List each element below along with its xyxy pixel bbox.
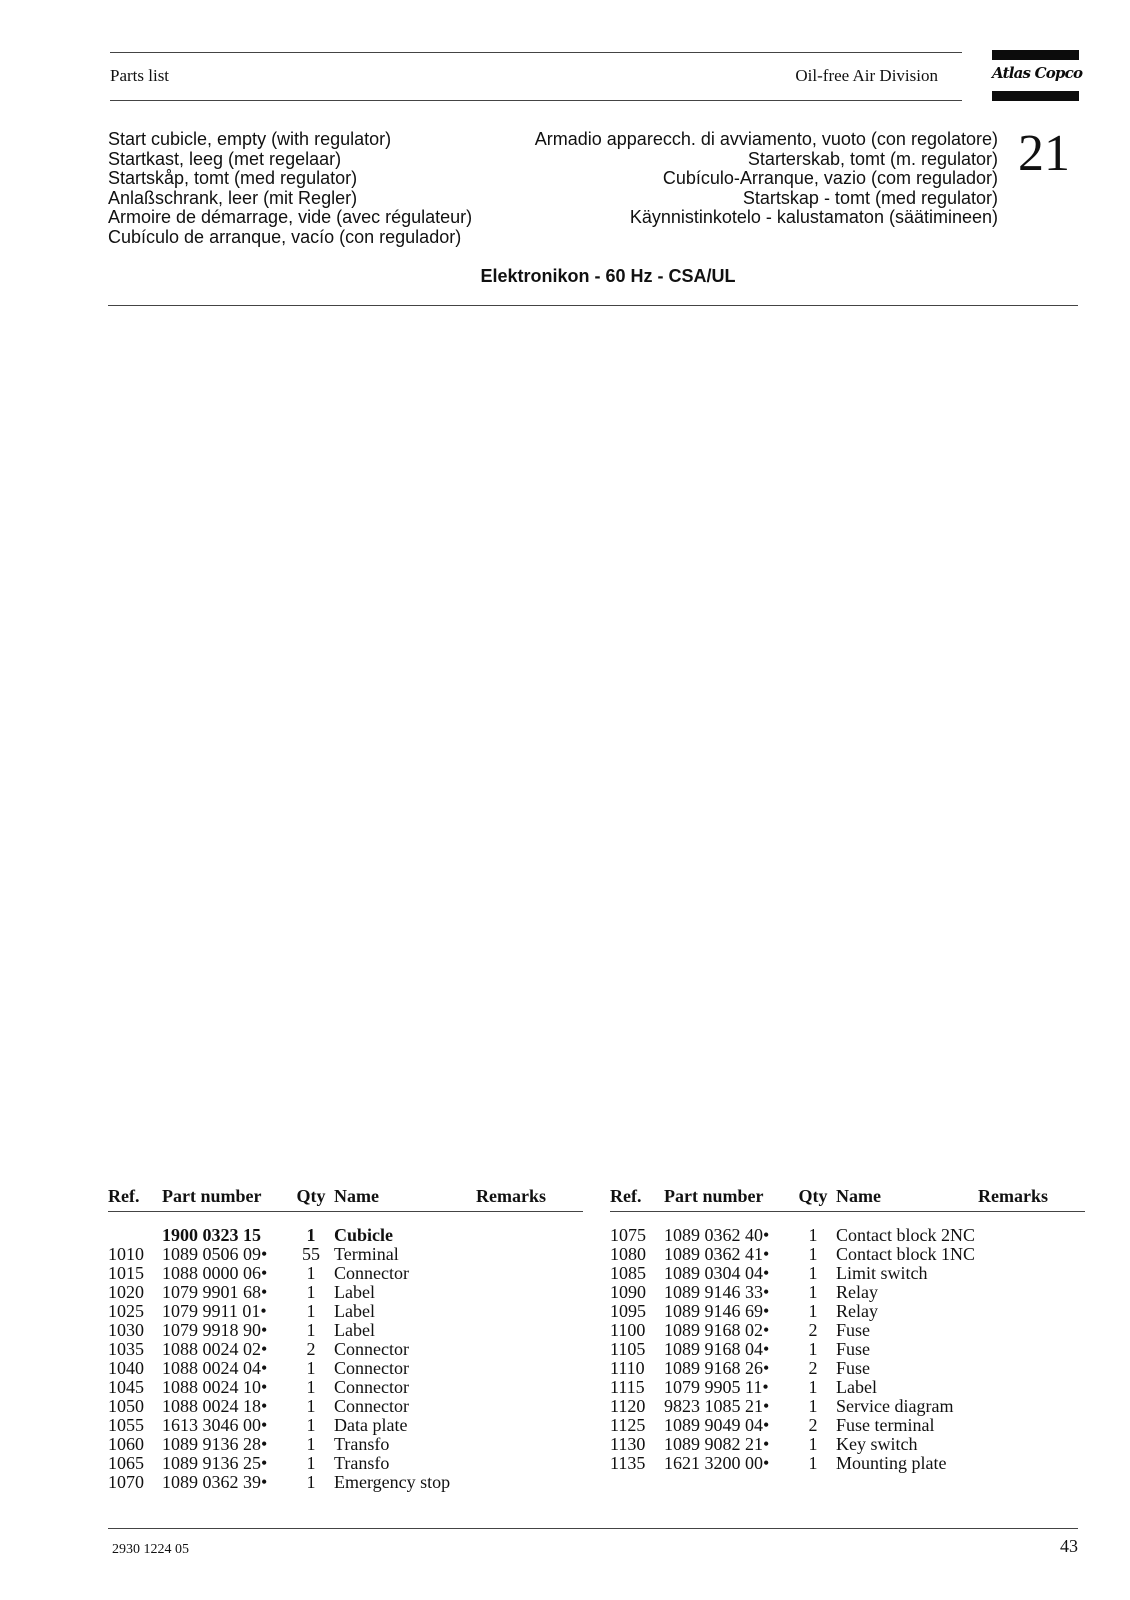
cell-qty: 55 [302,1244,320,1264]
table-rows [610,1226,1085,1473]
table-row [108,1416,583,1435]
cell-qty: 1 [808,1434,818,1454]
cell-part-number: 1079 9918 90• [162,1320,268,1340]
title-line: Käynnistinkotelo - kalustamaton (säätimineen) [629,207,998,227]
cell-ref: 1030 [108,1320,144,1340]
logo-wordmark: Atlas Copco [992,64,1083,82]
cell-part-number: 1079 9911 01• [162,1301,267,1321]
cell-ref: 1040 [108,1358,144,1378]
cell-name: Label [836,1377,877,1397]
cell-name: Label [334,1320,375,1340]
cell-ref: 1095 [610,1301,646,1321]
cell-qty: 2 [808,1320,818,1340]
cell-ref: 1020 [108,1282,144,1302]
logo-top-bar [992,50,1079,60]
cell-part-number: 1089 0362 41• [664,1244,770,1264]
title-line: Startskap - tomt (med regulator) [742,187,998,208]
cell-qty: 2 [306,1339,316,1359]
cell-name: Connector [334,1358,409,1378]
cell-name: Relay [836,1301,878,1321]
table-row [610,1302,1085,1321]
cell-qty: 1 [306,1320,316,1340]
title-line: Armoire de démarrage, vide (avec régulateur) [108,207,473,227]
table-row [108,1245,583,1264]
title-line: Anlaßschrank, leer (mit Regler) [108,187,358,208]
cell-name: Fuse [836,1339,871,1359]
table-row [108,1397,583,1416]
col-ref: Ref. [108,1186,140,1206]
table-row [108,1473,583,1492]
table-row [108,1359,583,1378]
table-row [108,1264,583,1283]
cell-part-number: 1089 9146 33• [664,1282,770,1302]
cell-part-number: 1089 9168 04• [664,1339,770,1359]
title-line: Startskåp, tomt (med regulator) [108,168,358,188]
table-row [610,1397,1085,1416]
footer-rule [108,1528,1078,1529]
cell-qty: 1 [306,1263,316,1283]
titles-left [108,130,472,247]
cell-name: Connector [334,1396,409,1416]
cell-part-number: 1621 3200 00• [664,1453,770,1473]
cell-part-number: 1900 0323 15 [162,1225,261,1245]
table-row [108,1283,583,1302]
cell-qty: 2 [808,1358,818,1378]
cell-name: Key switch [836,1434,918,1454]
subtitle: Elektronikon - 60 Hz - CSA/UL [480,266,736,286]
cell-qty: 1 [808,1396,818,1416]
cell-name: Connector [334,1263,409,1283]
cell-ref: 1135 [610,1453,646,1473]
cell-qty: 1 [306,1301,316,1321]
cell-part-number: 1089 0304 04• [664,1263,770,1283]
parts-table-left [108,1186,583,1492]
cell-qty: 1 [808,1339,818,1359]
cell-ref: 1065 [108,1453,144,1473]
titles-right [535,130,998,228]
table-rows [108,1226,583,1492]
cell-ref: 1125 [610,1415,646,1435]
cell-part-number: 1089 0506 09• [162,1244,268,1264]
col-qty: Qty [798,1186,828,1206]
col-remarks: Remarks [978,1186,1048,1206]
cell-ref: 1080 [610,1244,646,1264]
logo-bottom-bar [992,91,1079,101]
cell-qty: 1 [306,1358,316,1378]
table-row [610,1264,1085,1283]
cell-qty: 1 [808,1282,818,1302]
cell-name: Terminal [334,1244,399,1264]
cell-name: Limit switch [836,1263,928,1283]
cell-qty: 1 [306,1434,316,1454]
cell-name: Mounting plate [836,1453,947,1473]
cell-part-number: 1079 9905 11• [664,1377,769,1397]
cell-name: Fuse [836,1358,871,1378]
header-left-label: Parts list [110,66,170,85]
cell-qty: 1 [306,1282,316,1302]
title-line: Starterskab, tomt (m. regulator) [747,148,998,169]
table-row [610,1435,1085,1454]
cell-ref: 1130 [610,1434,646,1454]
cell-part-number: 1089 9136 25• [162,1453,268,1473]
subtitle-rule [108,305,1078,306]
table-row [610,1226,1085,1245]
cell-part-number: 1089 9136 28• [162,1434,268,1454]
cell-qty: 1 [808,1301,818,1321]
cell-ref: 1045 [108,1377,144,1397]
title-line: Armadio apparecch. di avviamento, vuoto (con regolatore) [534,129,998,149]
table-header [610,1186,1085,1212]
col-part-number: Part number [664,1186,764,1206]
cell-ref: 1035 [108,1339,144,1359]
table-row [610,1321,1085,1340]
cell-qty: 1 [306,1415,316,1435]
cell-ref: 1060 [108,1434,144,1454]
cell-ref: 1010 [108,1244,144,1264]
cell-part-number: 1089 9049 04• [664,1415,770,1435]
table-row [108,1378,583,1397]
cell-name: Fuse [836,1320,871,1340]
cell-qty: 1 [306,1453,316,1473]
cell-ref: 1070 [108,1472,144,1492]
cell-ref: 1110 [610,1358,645,1378]
cell-part-number: 1088 0024 02• [162,1339,268,1359]
col-qty: Qty [296,1186,326,1206]
col-ref: Ref. [610,1186,642,1206]
title-line: Cubículo de arranque, vacío (con regulador) [108,226,462,247]
cell-ref: 1115 [610,1377,645,1397]
cell-name: Cubicle [334,1225,394,1245]
cell-ref: 1100 [610,1320,646,1340]
table-row [610,1359,1085,1378]
table-row [108,1302,583,1321]
cell-qty: 1 [808,1225,818,1245]
cell-part-number: 1089 0362 40• [664,1225,770,1245]
cell-part-number: 1089 9168 02• [664,1320,770,1340]
col-name: Name [334,1186,379,1206]
title-line: Start cubicle, empty (with regulator) [108,129,392,149]
cell-name: Service diagram [836,1396,954,1416]
table-row [610,1340,1085,1359]
cell-name: Label [334,1282,375,1302]
document-number: 2930 1224 05 [112,1542,189,1557]
cell-ref: 1085 [610,1263,646,1283]
title-line: Startkast, leeg (met regelaar) [108,148,342,169]
table-row [108,1340,583,1359]
cell-qty: 1 [306,1472,316,1492]
table-row [108,1226,583,1245]
cell-qty: 1 [808,1244,818,1264]
cell-qty: 1 [306,1377,316,1397]
cell-ref: 1025 [108,1301,144,1321]
cell-part-number: 1088 0024 04• [162,1358,268,1378]
cell-part-number: 1079 9901 68• [162,1282,268,1302]
cell-name: Label [334,1301,375,1321]
table-row [108,1435,583,1454]
table-row [108,1321,583,1340]
cell-name: Transfo [334,1453,390,1473]
cell-part-number: 1089 0362 39• [162,1472,268,1492]
cell-qty: 2 [808,1415,818,1435]
page-number: 43 [1060,1536,1078,1556]
cell-part-number: 1089 9168 26• [664,1358,770,1378]
cell-name: Emergency stop [334,1472,451,1492]
table-row [108,1454,583,1473]
cell-name: Fuse terminal [836,1415,935,1435]
cell-part-number: 1088 0024 18• [162,1396,268,1416]
atlas-copco-logo [992,50,1083,102]
table-row [610,1378,1085,1397]
table-row [610,1454,1085,1473]
parts-table-right [610,1186,1085,1473]
cell-name: Relay [836,1282,878,1302]
cell-qty: 1 [808,1263,818,1283]
cell-ref: 1105 [610,1339,646,1359]
table-row [610,1416,1085,1435]
table-header [108,1186,583,1212]
section-number: 21 [1018,125,1070,182]
cell-ref: 1120 [610,1396,646,1416]
cell-name: Contact block 2NC [836,1225,975,1245]
cell-name: Connector [334,1377,409,1397]
col-name: Name [836,1186,881,1206]
cell-qty: 1 [306,1225,316,1245]
cell-name: Connector [334,1339,409,1359]
col-remarks: Remarks [476,1186,546,1206]
cell-part-number: 9823 1085 21• [664,1396,770,1416]
cell-ref: 1055 [108,1415,144,1435]
cell-ref: 1050 [108,1396,144,1416]
table-row [610,1245,1085,1264]
cell-qty: 1 [808,1377,818,1397]
cell-qty: 1 [808,1453,818,1473]
header-right-label: Oil-free Air Division [795,66,938,85]
cell-name: Contact block 1NC [836,1244,975,1264]
cell-name: Data plate [334,1415,408,1435]
cell-part-number: 1088 0000 06• [162,1263,268,1283]
title-line: Cubículo-Arranque, vazio (com regulador) [662,168,998,188]
cell-ref: 1075 [610,1225,646,1245]
cell-name: Transfo [334,1434,390,1454]
header-bottom-rule [110,100,962,101]
cell-qty: 1 [306,1396,316,1416]
cell-part-number: 1088 0024 10• [162,1377,268,1397]
header-top-rule [110,52,962,53]
table-row [610,1283,1085,1302]
cell-ref: 1015 [108,1263,144,1283]
cell-part-number: 1089 9082 21• [664,1434,770,1454]
col-part-number: Part number [162,1186,262,1206]
cell-part-number: 1613 3046 00• [162,1415,268,1435]
cell-ref: 1090 [610,1282,646,1302]
cell-part-number: 1089 9146 69• [664,1301,770,1321]
